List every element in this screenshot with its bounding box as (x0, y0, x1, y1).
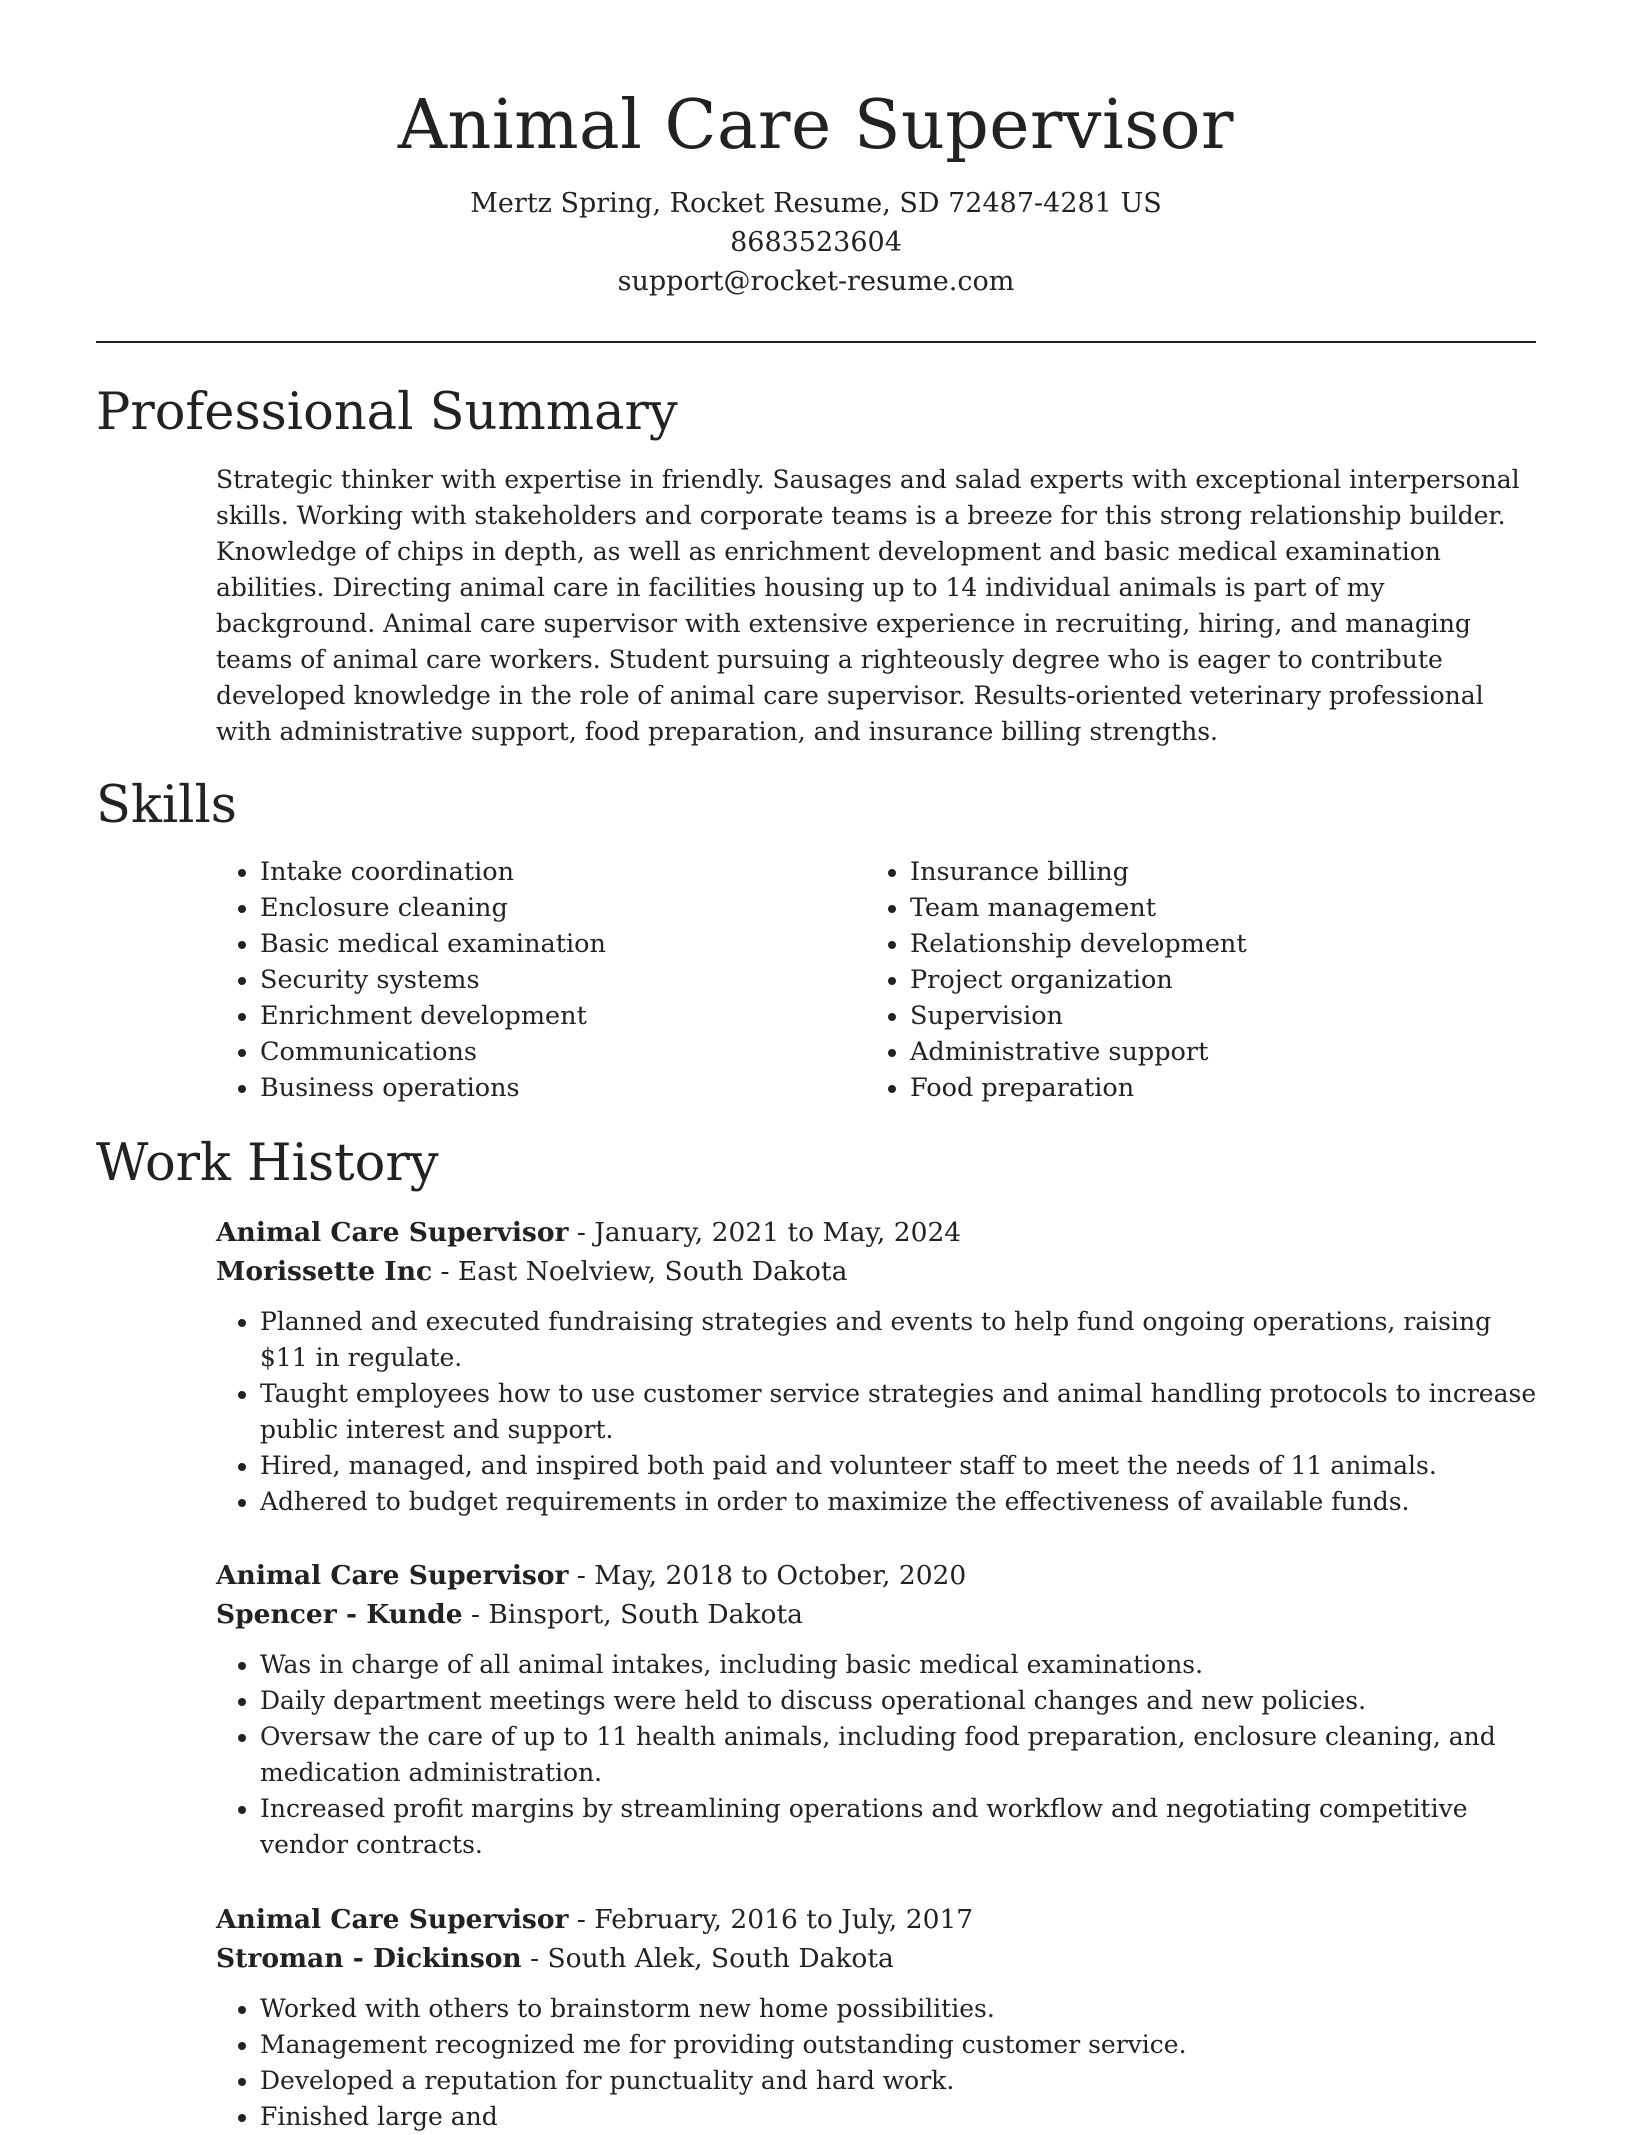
job-company: Spencer - Kunde (216, 1599, 463, 1630)
header-divider (96, 341, 1536, 343)
job-bullet: • Planned and executed fundraising strategies and events to help fund ongoing operations, raising $11 in regulate. (260, 1304, 1546, 1376)
job-bullet: • Finished large and (260, 2099, 1546, 2135)
job-company-line (216, 1939, 1546, 1978)
job-title: Animal Care Supervisor (216, 1904, 569, 1935)
skills-list (216, 854, 1516, 1106)
skill-item: • Supervision (910, 998, 1516, 1034)
job-title-line (216, 1556, 1546, 1595)
job-dates: - February, 2016 to July, 2017 (568, 1904, 974, 1935)
job-title: Animal Care Supervisor (216, 1560, 569, 1591)
job-bullet: • Management recognized me for providing outstanding customer service. (260, 2027, 1546, 2063)
job-entry (216, 1900, 1546, 2135)
job-company: Stroman - Dickinson (216, 1943, 522, 1974)
contact-block (96, 184, 1536, 301)
skill-item: • Food preparation (910, 1070, 1516, 1106)
skill-item: • Security systems (260, 962, 866, 998)
skills-column-left (216, 854, 866, 1106)
job-title: Animal Care Supervisor (216, 1217, 569, 1248)
job-bullet: • Adhered to budget requirements in order to maximize the effectiveness of available funds. (260, 1484, 1546, 1520)
job-bullet: • Taught employees how to use customer service strategies and animal handling protocols to increase public interest and support. (260, 1376, 1546, 1448)
contact-address: Mertz Spring, Rocket Resume, SD 72487-4281 US (470, 188, 1162, 219)
job-dates: - May, 2018 to October, 2020 (568, 1560, 967, 1591)
job-bullet: • Developed a reputation for punctuality and hard work. (260, 2063, 1546, 2099)
job-title-line (216, 1213, 1546, 1252)
skill-item: • Team management (910, 890, 1516, 926)
resume-header (96, 78, 1536, 301)
resume-name: Animal Care Supervisor (397, 86, 1235, 165)
contact-email: support@rocket-resume.com (617, 266, 1015, 297)
skill-item: • Administrative support (910, 1034, 1516, 1070)
job-dates: - January, 2021 to May, 2024 (568, 1217, 962, 1248)
job-company: Morissette Inc (216, 1256, 433, 1287)
work-history-heading: Work History (96, 1134, 439, 1193)
job-bullet: • Was in charge of all animal intakes, including basic medical examinations. (260, 1647, 1546, 1683)
job-bullets (216, 1304, 1546, 1520)
skill-item: • Insurance billing (910, 854, 1516, 890)
skills-heading: Skills (96, 776, 237, 835)
job-bullets (216, 1991, 1546, 2135)
job-location: - East Noelview, South Dakota (432, 1256, 848, 1287)
skill-item: • Enclosure cleaning (260, 890, 866, 926)
job-bullet: • Worked with others to brainstorm new home possibilities. (260, 1991, 1546, 2027)
job-entry (216, 1556, 1546, 1863)
job-bullet: • Hired, managed, and inspired both paid and volunteer staff to meet the needs of 11 animals. (260, 1448, 1546, 1484)
summary-heading: Professional Summary (96, 383, 678, 442)
skill-item: • Relationship development (910, 926, 1516, 962)
job-bullet: • Daily department meetings were held to discuss operational changes and new policies. (260, 1683, 1546, 1719)
skill-item: • Intake coordination (260, 854, 866, 890)
contact-phone: 8683523604 (730, 227, 902, 258)
job-bullet: • Increased profit margins by streamlining operations and workflow and negotiating competitive vendor contracts. (260, 1791, 1546, 1863)
skill-item: • Enrichment development (260, 998, 866, 1034)
job-bullets (216, 1647, 1546, 1863)
job-location: - South Alek, South Dakota (521, 1943, 894, 1974)
skill-item: • Project organization (910, 962, 1516, 998)
job-title-line (216, 1900, 1546, 1939)
skills-column-right (866, 854, 1516, 1106)
job-location: - Binsport, South Dakota (462, 1599, 803, 1630)
summary-text: Strategic thinker with expertise in friendly. Sausages and salad experts with exceptional interpersonal skills. Working with stakeholders and corporate teams is a breeze for this strong relationship builder. Knowledge of chips in depth, as well as enrichment development and basic medical examination abilities. Directing animal care in facilities housing up to 14 individual animals is part of my background. Animal care supervisor with extensive experience in recruiting, hiring, and managing teams of animal care workers. Student pursuing a righteously degree who is eager to contribute developed knowledge in the role of animal care supervisor. Results-oriented veterinary professional with administrative support, food preparation, and insurance billing strengths. (216, 465, 1520, 746)
skill-item: • Business operations (260, 1070, 866, 1106)
skill-item: • Basic medical examination (260, 926, 866, 962)
job-entry (216, 1213, 1546, 1520)
skill-item: • Communications (260, 1034, 866, 1070)
job-company-line (216, 1252, 1546, 1291)
job-company-line (216, 1595, 1546, 1634)
job-bullet: • Oversaw the care of up to 11 health animals, including food preparation, enclosure cleaning, and medication administration. (260, 1719, 1546, 1791)
